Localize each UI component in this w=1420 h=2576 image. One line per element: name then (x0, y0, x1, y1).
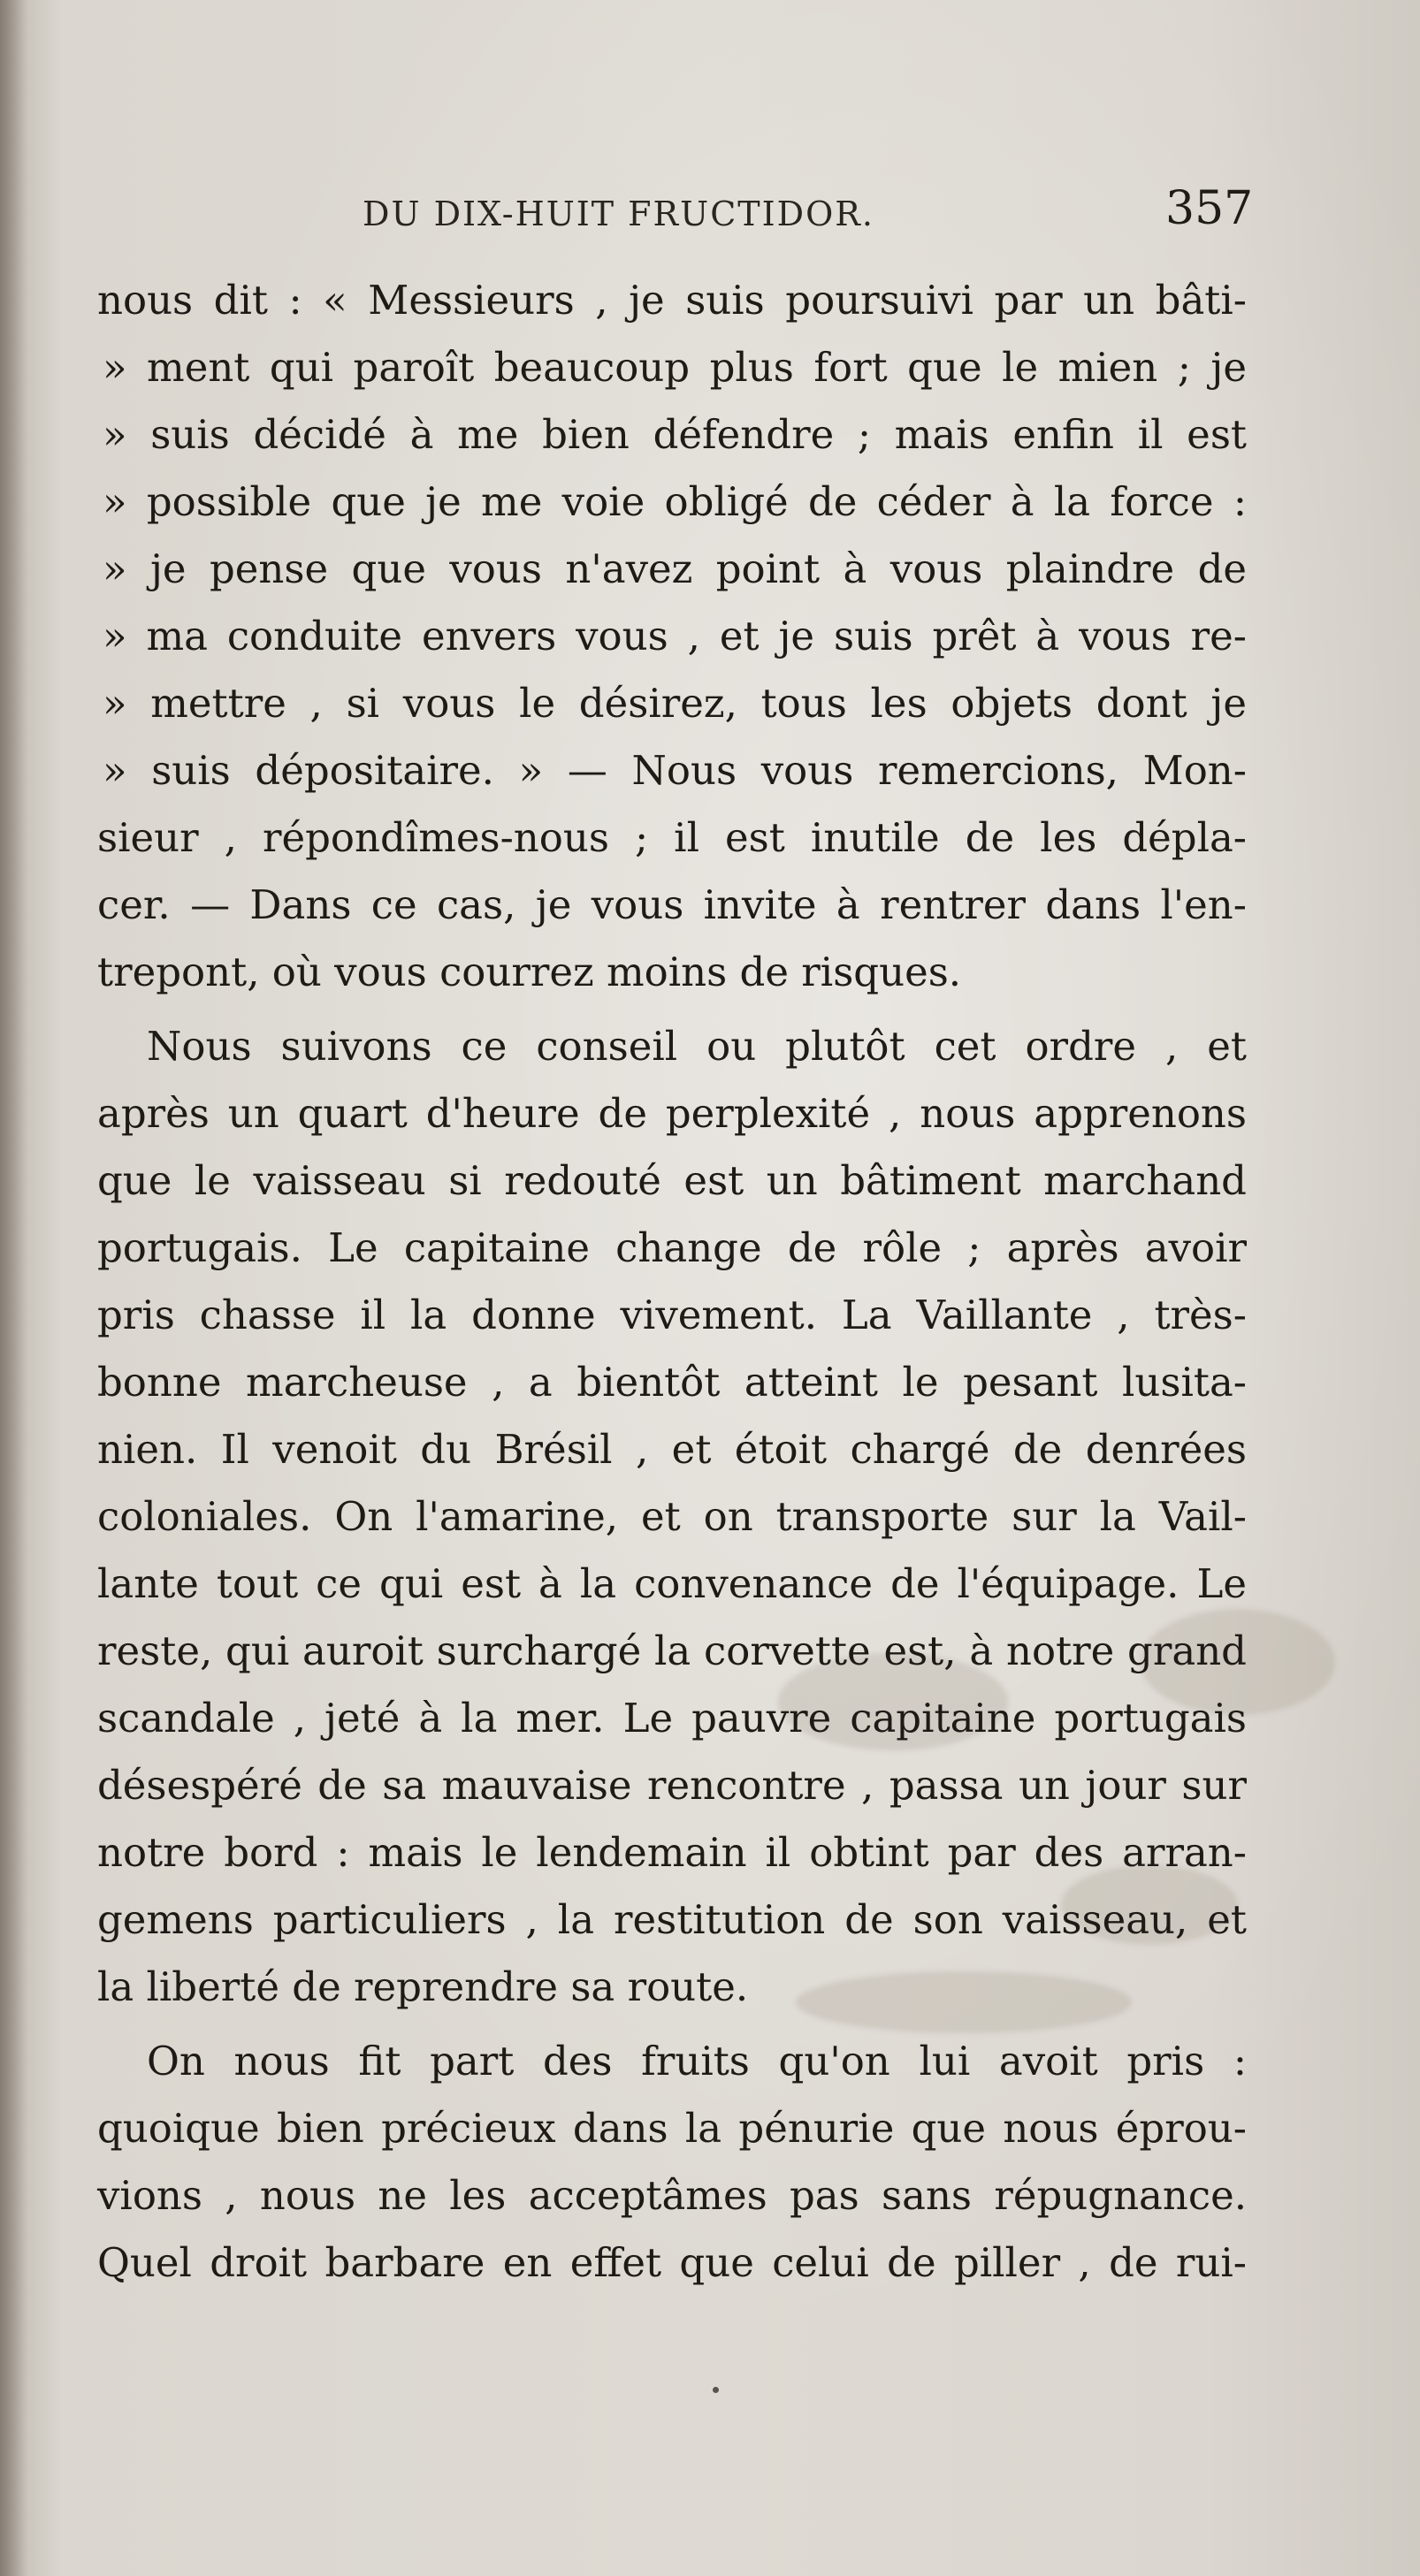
text-line: gemens particuliers , la restitution de son vaisseau, et (97, 1896, 1247, 1943)
text-line: après un quart d'heure de perplexité , nous apprenons (97, 1090, 1247, 1137)
page-number: 357 (1165, 182, 1254, 235)
text-line: reste, qui auroit surchargé la corvette est, à notre grand (97, 1627, 1247, 1674)
text-line: pris chasse il la donne vivement. La Vaillante , très- (97, 1292, 1247, 1338)
text-line: vions , nous ne les acceptâmes pas sans répugnance. (97, 2172, 1247, 2219)
paragraph (97, 1013, 1247, 2021)
text-line: notre bord : mais le lendemain il obtint par des arran- (97, 1829, 1247, 1876)
text-line: scandale , jeté à la mer. Le pauvre capitaine portugais (97, 1695, 1247, 1741)
text-line: » ment qui paroît beaucoup plus fort que le mien ; je (103, 344, 1247, 391)
text-line: Quel droit barbare en effet que celui de piller , de rui- (97, 2239, 1247, 2286)
text-line: quoique bien précieux dans la pénurie que nous éprou- (97, 2105, 1247, 2152)
page-header (97, 177, 1254, 248)
text-line: sieur , répondîmes-nous ; il est inutile de les dépla- (97, 814, 1247, 861)
text-line: trepont, où vous courrez moins de risques. (97, 949, 962, 995)
text-line: On nous fit part des fruits qu'on lui avoit pris : (147, 2038, 1247, 2084)
text-line: » suis décidé à me bien défendre ; mais enfin il est (103, 411, 1247, 458)
binding-shadow (0, 0, 28, 2576)
text-line: que le vaisseau si redouté est un bâtiment marchand (97, 1157, 1247, 1204)
text-line: » je pense que vous n'avez point à vous plaindre de (103, 545, 1247, 592)
ink-dot (713, 2387, 719, 2393)
text-line: nien. Il venoit du Brésil , et étoit chargé de denrées (97, 1426, 1247, 1473)
running-head: DU DIX-HUIT FRUCTIDOR. (363, 194, 874, 233)
text-line: coloniales. On l'amarine, et on transporte sur la Vail- (97, 1493, 1247, 1540)
text-line: lante tout ce qui est à la convenance de l'équipage. Le (97, 1560, 1247, 1607)
body-text (97, 267, 1247, 2297)
text-line: bonne marcheuse , a bientôt atteint le pesant lusita- (97, 1359, 1247, 1406)
text-line: désespéré de sa mauvaise rencontre , passa un jour sur (97, 1762, 1247, 1809)
text-line: » ma conduite envers vous , et je suis prêt à vous re- (103, 613, 1247, 659)
text-line: portugais. Le capitaine change de rôle ; après avoir (97, 1224, 1247, 1271)
paragraph (97, 267, 1247, 1006)
text-line: » possible que je me voie obligé de céder à la force : (103, 478, 1247, 525)
text-line: nous dit : « Messieurs , je suis poursuivi par un bâti- (97, 277, 1247, 324)
text-line: Nous suivons ce conseil ou plutôt cet ordre , et (147, 1023, 1247, 1070)
text-line: » suis dépositaire. » — Nous vous remercions, Mon- (103, 747, 1247, 794)
text-line: » mettre , si vous le désirez, tous les objets dont je (103, 680, 1247, 727)
paragraph (97, 2028, 1247, 2297)
text-line: cer. — Dans ce cas, je vous invite à rentrer dans l'en- (97, 881, 1247, 928)
text-line: la liberté de reprendre sa route. (97, 1963, 749, 2010)
